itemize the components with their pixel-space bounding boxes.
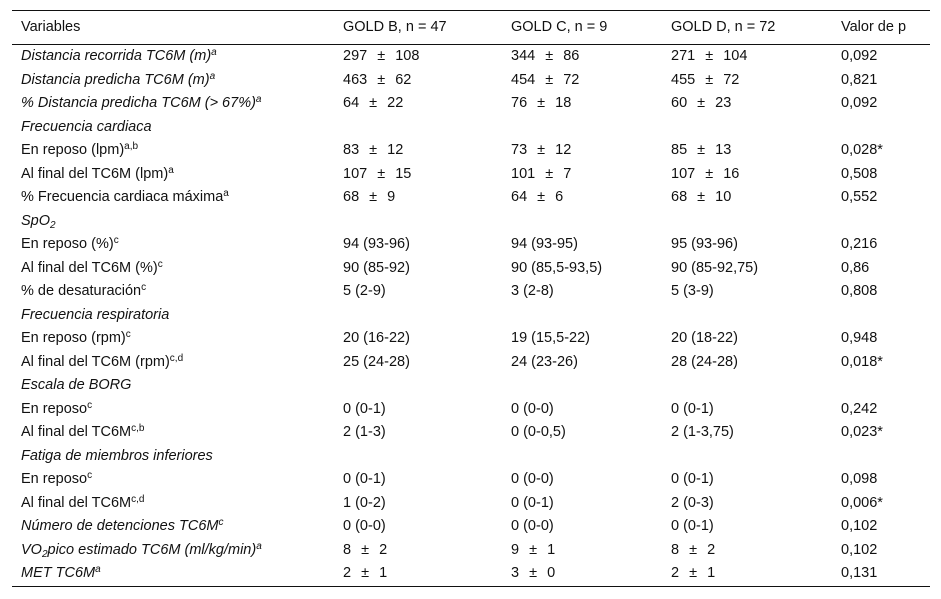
row-label-footnote: c bbox=[87, 470, 93, 481]
plus-minus-sign: ± bbox=[697, 95, 706, 111]
median-range-value: 0 (0-1) bbox=[511, 494, 554, 511]
sd-value: 1 bbox=[547, 541, 556, 558]
cell-gold-c bbox=[502, 562, 662, 586]
cell-gold-c bbox=[502, 398, 662, 422]
median-range-value: 0 (0-1) bbox=[343, 400, 386, 417]
cell-gold-d bbox=[662, 539, 832, 563]
cell-gold-c bbox=[502, 374, 662, 398]
row-label bbox=[12, 398, 334, 422]
table-row bbox=[12, 233, 930, 257]
cell-p-value bbox=[832, 304, 930, 328]
table-row bbox=[12, 398, 930, 422]
row-label-text: % Frecuencia cardiaca máxima bbox=[21, 189, 224, 205]
sd-value: 86 bbox=[563, 48, 580, 64]
row-label-footnote: c bbox=[113, 235, 119, 246]
median-range-value: 90 (85,5-93,5) bbox=[511, 259, 603, 276]
cell-gold-b bbox=[334, 351, 502, 375]
cell-gold-b bbox=[334, 139, 502, 163]
plus-minus-sign: ± bbox=[377, 71, 386, 88]
row-label bbox=[12, 351, 334, 375]
mean-value: 76 bbox=[511, 95, 528, 111]
plus-minus-sign: ± bbox=[537, 189, 546, 205]
header-gold-c: GOLD C, n = 9 bbox=[511, 19, 608, 35]
row-label bbox=[12, 539, 334, 563]
row-label-footnote: a bbox=[255, 94, 262, 105]
row-label-text: Al final del TC6M bbox=[21, 494, 132, 511]
table-row bbox=[12, 92, 930, 116]
table-row bbox=[12, 492, 930, 516]
sd-value: 18 bbox=[555, 95, 572, 111]
cell-gold-d bbox=[662, 327, 832, 351]
cell-gold-d bbox=[662, 186, 832, 210]
header-variables: Variables bbox=[21, 19, 81, 35]
cell-gold-c bbox=[502, 351, 662, 375]
table-row bbox=[12, 445, 930, 469]
row-label-text: Frecuencia cardiaca bbox=[21, 118, 152, 135]
table-row bbox=[12, 515, 930, 539]
mean-value: 107 bbox=[343, 165, 368, 182]
table-header bbox=[12, 11, 930, 45]
cell-gold-b bbox=[334, 374, 502, 398]
row-label-footnote: c bbox=[141, 282, 147, 293]
plus-minus-sign: ± bbox=[369, 95, 378, 111]
row-label-footnote: a bbox=[168, 164, 174, 176]
cell-p-value: 0,242 bbox=[841, 400, 878, 417]
mean-value: 64 bbox=[343, 95, 360, 111]
plus-minus-sign: ± bbox=[377, 48, 386, 64]
sd-value: 62 bbox=[395, 71, 412, 88]
cell-gold-d bbox=[662, 351, 832, 375]
cell-gold-d bbox=[662, 492, 832, 516]
plus-minus-sign: ± bbox=[705, 71, 714, 88]
row-label bbox=[12, 116, 334, 140]
table-row bbox=[12, 257, 930, 281]
plus-minus-sign: ± bbox=[537, 95, 546, 111]
cell-gold-d bbox=[662, 304, 832, 328]
row-label-text: Distancia recorrida TC6M (m) bbox=[21, 48, 212, 64]
cell-gold-c bbox=[502, 45, 662, 69]
cell-gold-c bbox=[502, 304, 662, 328]
row-label-text: En reposo bbox=[21, 400, 88, 417]
cell-gold-d bbox=[662, 163, 832, 187]
row-label-footnote: c,d bbox=[131, 493, 145, 505]
plus-minus-sign: ± bbox=[361, 541, 370, 558]
row-label-footnote: c bbox=[218, 517, 224, 528]
row-label bbox=[12, 163, 334, 187]
table-body bbox=[12, 45, 930, 587]
median-range-value: 25 (24-28) bbox=[343, 353, 410, 370]
plus-minus-sign: ± bbox=[705, 165, 714, 182]
sd-value: 22 bbox=[387, 95, 404, 111]
row-label-text: Al final del TC6M bbox=[21, 424, 132, 440]
cell-gold-c bbox=[502, 539, 662, 563]
plus-minus-sign: ± bbox=[689, 541, 698, 558]
cell-gold-c bbox=[502, 421, 662, 445]
plus-minus-sign: ± bbox=[545, 165, 554, 182]
cell-p-value: 0,948 bbox=[841, 330, 878, 346]
cell-p-value: 0,86 bbox=[841, 259, 870, 276]
median-range-value: 5 (2-9) bbox=[343, 283, 386, 299]
sd-value: 23 bbox=[715, 95, 732, 111]
cell-gold-d bbox=[662, 233, 832, 257]
row-label bbox=[12, 468, 334, 492]
header-row bbox=[12, 11, 930, 45]
row-label bbox=[12, 186, 334, 210]
row-label-text: Al final del TC6M (lpm) bbox=[21, 165, 169, 182]
plus-minus-sign: ± bbox=[369, 189, 378, 205]
plus-minus-sign: ± bbox=[361, 565, 370, 581]
row-label-footnote: c,d bbox=[169, 352, 184, 364]
median-range-value: 2 (1-3,75) bbox=[671, 424, 734, 440]
table-row bbox=[12, 539, 930, 563]
sd-value: 108 bbox=[395, 48, 420, 64]
median-range-value: 90 (85-92) bbox=[343, 259, 410, 276]
mean-value: 2 bbox=[343, 565, 352, 581]
cell-p-value bbox=[832, 374, 930, 398]
median-range-value: 2 (0-3) bbox=[671, 494, 714, 511]
median-range-value: 0 (0-0) bbox=[511, 518, 554, 534]
mean-value: 3 bbox=[511, 565, 520, 581]
row-label bbox=[12, 374, 334, 398]
plus-minus-sign: ± bbox=[705, 48, 714, 64]
cell-gold-c bbox=[502, 139, 662, 163]
sd-value: 1 bbox=[379, 565, 388, 581]
median-range-value: 94 (93-96) bbox=[343, 236, 410, 252]
mean-value: 101 bbox=[511, 165, 536, 182]
table-row bbox=[12, 186, 930, 210]
row-label-text: Frecuencia respiratoria bbox=[21, 306, 170, 323]
table-row bbox=[12, 163, 930, 187]
median-range-value: 3 (2-8) bbox=[511, 283, 554, 299]
median-range-value: 0 (0-0) bbox=[343, 518, 386, 534]
sd-value: 7 bbox=[563, 165, 572, 182]
cell-gold-b bbox=[334, 398, 502, 422]
cell-gold-b bbox=[334, 304, 502, 328]
row-label-text: En reposo bbox=[21, 471, 88, 487]
cell-gold-d bbox=[662, 45, 832, 69]
sd-value: 72 bbox=[563, 71, 580, 88]
cell-p-value: 0,018* bbox=[841, 353, 883, 370]
median-range-value: 0 (0-1) bbox=[671, 471, 714, 487]
cell-gold-c bbox=[502, 186, 662, 210]
plus-minus-sign: ± bbox=[697, 142, 706, 158]
mean-value: 2 bbox=[671, 565, 680, 581]
row-label-text: Fatiga de miembros inferiores bbox=[21, 447, 213, 464]
mean-value: 8 bbox=[671, 541, 680, 558]
cell-gold-c bbox=[502, 69, 662, 93]
sd-value: 16 bbox=[723, 165, 740, 182]
cell-gold-b bbox=[334, 257, 502, 281]
row-label-footnote: a bbox=[256, 540, 262, 552]
cell-gold-c bbox=[502, 116, 662, 140]
row-label-text: VO bbox=[21, 541, 42, 558]
cell-gold-c bbox=[502, 280, 662, 304]
row-label-text: SpO bbox=[21, 212, 51, 229]
row-label bbox=[12, 45, 334, 69]
row-label-footnote: c bbox=[87, 399, 93, 411]
mean-value: 455 bbox=[671, 71, 696, 88]
cell-p-value: 0,508 bbox=[841, 165, 878, 182]
mean-value: 9 bbox=[511, 541, 520, 558]
sd-value: 0 bbox=[547, 565, 556, 581]
row-label bbox=[12, 492, 334, 516]
mean-value: 68 bbox=[671, 189, 688, 205]
median-range-value: 0 (0-1) bbox=[343, 471, 386, 487]
cell-gold-c bbox=[502, 515, 662, 539]
table-row bbox=[12, 327, 930, 351]
cell-gold-d bbox=[662, 139, 832, 163]
row-label bbox=[12, 445, 334, 469]
mean-value: 454 bbox=[511, 71, 536, 88]
median-range-value: 0 (0-1) bbox=[671, 400, 714, 417]
cell-gold-c bbox=[502, 257, 662, 281]
cell-gold-c bbox=[502, 445, 662, 469]
cell-p-value: 0,028* bbox=[841, 142, 883, 158]
cell-p-value: 0,131 bbox=[841, 565, 878, 581]
median-range-value: 0 (0-0) bbox=[511, 471, 554, 487]
row-label-footnote: c,b bbox=[131, 423, 145, 434]
row-label bbox=[12, 69, 334, 93]
median-range-value: 5 (3-9) bbox=[671, 283, 714, 299]
cell-gold-b bbox=[334, 492, 502, 516]
table-row bbox=[12, 304, 930, 328]
sd-value: 72 bbox=[723, 71, 740, 88]
table-row bbox=[12, 280, 930, 304]
mean-value: 344 bbox=[511, 48, 536, 64]
cell-gold-b bbox=[334, 186, 502, 210]
row-label bbox=[12, 562, 334, 586]
row-label-text: En reposo (lpm) bbox=[21, 142, 125, 158]
cell-gold-d bbox=[662, 210, 832, 234]
cell-gold-b bbox=[334, 421, 502, 445]
cell-p-value bbox=[832, 210, 930, 234]
cell-gold-c bbox=[502, 210, 662, 234]
mean-value: 463 bbox=[343, 71, 368, 88]
cell-gold-d bbox=[662, 69, 832, 93]
row-label-text: Al final del TC6M (%) bbox=[21, 259, 158, 276]
results-table bbox=[12, 10, 930, 587]
median-range-value: 90 (85-92,75) bbox=[671, 259, 759, 276]
cell-p-value: 0,092 bbox=[841, 48, 878, 64]
cell-gold-c bbox=[502, 327, 662, 351]
row-label-text: Distancia predicha TC6M (m) bbox=[21, 71, 210, 88]
cell-gold-b bbox=[334, 539, 502, 563]
cell-gold-d bbox=[662, 421, 832, 445]
row-label-text: Número de detenciones TC6M bbox=[21, 518, 219, 534]
row-label bbox=[12, 421, 334, 445]
row-label-subscript: 2 bbox=[50, 219, 56, 231]
row-label bbox=[12, 257, 334, 281]
median-range-value: 0 (0-0,5) bbox=[511, 424, 566, 440]
median-range-value: 28 (24-28) bbox=[671, 353, 738, 370]
plus-minus-sign: ± bbox=[529, 541, 538, 558]
row-label-text: En reposo (rpm) bbox=[21, 330, 126, 346]
cell-p-value: 0,216 bbox=[841, 236, 878, 252]
cell-gold-b bbox=[334, 69, 502, 93]
median-range-value: 24 (23-26) bbox=[511, 353, 578, 370]
mean-value: 85 bbox=[671, 142, 688, 158]
median-range-value: 19 (15,5-22) bbox=[511, 330, 590, 346]
sd-value: 104 bbox=[723, 48, 748, 64]
sd-value: 12 bbox=[387, 142, 404, 158]
sd-value: 1 bbox=[707, 565, 716, 581]
plus-minus-sign: ± bbox=[377, 165, 386, 182]
cell-gold-d bbox=[662, 92, 832, 116]
sd-value: 2 bbox=[379, 541, 388, 558]
cell-gold-d bbox=[662, 398, 832, 422]
cell-gold-d bbox=[662, 280, 832, 304]
cell-p-value: 0,552 bbox=[841, 189, 878, 205]
table-row bbox=[12, 116, 930, 140]
row-label-text-cont: pico estimado TC6M (ml/kg/min) bbox=[47, 541, 257, 558]
plus-minus-sign: ± bbox=[689, 565, 698, 581]
plus-minus-sign: ± bbox=[545, 48, 554, 64]
cell-gold-c bbox=[502, 163, 662, 187]
median-range-value: 20 (18-22) bbox=[671, 330, 738, 346]
mean-value: 68 bbox=[343, 189, 360, 205]
cell-gold-b bbox=[334, 210, 502, 234]
header-gold-b: GOLD B, n = 47 bbox=[343, 19, 447, 35]
plus-minus-sign: ± bbox=[369, 142, 378, 158]
cell-p-value: 0,023* bbox=[841, 424, 883, 440]
row-label-footnote: a bbox=[95, 564, 101, 575]
cell-p-value: 0,092 bbox=[841, 95, 878, 111]
table-row bbox=[12, 45, 930, 69]
row-label-footnote: a bbox=[223, 188, 229, 199]
row-label bbox=[12, 92, 334, 116]
mean-value: 297 bbox=[343, 48, 368, 64]
median-range-value: 95 (93-96) bbox=[671, 236, 738, 252]
row-label bbox=[12, 280, 334, 304]
row-label-footnote: a bbox=[209, 70, 216, 82]
cell-gold-b bbox=[334, 233, 502, 257]
cell-gold-c bbox=[502, 233, 662, 257]
mean-value: 8 bbox=[343, 541, 352, 558]
row-label-text: MET TC6M bbox=[21, 565, 96, 581]
cell-gold-d bbox=[662, 562, 832, 586]
cell-gold-d bbox=[662, 515, 832, 539]
row-label-footnote: c bbox=[125, 329, 131, 340]
table-row bbox=[12, 139, 930, 163]
cell-gold-b bbox=[334, 515, 502, 539]
cell-p-value: 0,006* bbox=[841, 494, 883, 511]
row-label bbox=[12, 327, 334, 351]
sd-value: 2 bbox=[707, 541, 716, 558]
cell-gold-c bbox=[502, 92, 662, 116]
plus-minus-sign: ± bbox=[537, 142, 546, 158]
cell-gold-d bbox=[662, 468, 832, 492]
row-label-footnote: c bbox=[157, 258, 163, 270]
row-label bbox=[12, 515, 334, 539]
row-label bbox=[12, 210, 334, 234]
mean-value: 83 bbox=[343, 142, 360, 158]
plus-minus-sign: ± bbox=[697, 189, 706, 205]
mean-value: 64 bbox=[511, 189, 528, 205]
table-row bbox=[12, 468, 930, 492]
sd-value: 13 bbox=[715, 142, 732, 158]
cell-gold-b bbox=[334, 163, 502, 187]
table-row bbox=[12, 210, 930, 234]
cell-gold-c bbox=[502, 492, 662, 516]
cell-gold-b bbox=[334, 445, 502, 469]
row-label bbox=[12, 304, 334, 328]
row-label-text: Escala de BORG bbox=[21, 377, 132, 393]
cell-p-value: 0,808 bbox=[841, 283, 878, 299]
mean-value: 107 bbox=[671, 165, 696, 182]
median-range-value: 0 (0-0) bbox=[511, 400, 554, 417]
cell-gold-b bbox=[334, 280, 502, 304]
table-row bbox=[12, 374, 930, 398]
sd-value: 9 bbox=[387, 189, 396, 205]
header-p-value: Valor de p bbox=[841, 19, 907, 35]
median-range-value: 94 (93-95) bbox=[511, 236, 578, 252]
cell-gold-b bbox=[334, 92, 502, 116]
row-label-text: % Distancia predicha TC6M (> 67%) bbox=[21, 95, 256, 111]
cell-gold-b bbox=[334, 562, 502, 586]
mean-value: 73 bbox=[511, 142, 528, 158]
cell-gold-d bbox=[662, 257, 832, 281]
mean-value: 60 bbox=[671, 95, 688, 111]
cell-gold-b bbox=[334, 116, 502, 140]
sd-value: 10 bbox=[715, 189, 732, 205]
row-label-text: Al final del TC6M (rpm) bbox=[21, 353, 170, 370]
row-label bbox=[12, 233, 334, 257]
row-label-subscript: 2 bbox=[41, 548, 48, 560]
header-gold-d: GOLD D, n = 72 bbox=[671, 19, 776, 35]
median-range-value: 1 (0-2) bbox=[343, 494, 386, 511]
row-label-text: En reposo (%) bbox=[21, 236, 114, 252]
cell-p-value bbox=[832, 445, 930, 469]
cell-p-value bbox=[832, 116, 930, 140]
cell-gold-d bbox=[662, 445, 832, 469]
cell-gold-b bbox=[334, 327, 502, 351]
median-range-value: 2 (1-3) bbox=[343, 424, 386, 440]
cell-p-value: 0,098 bbox=[841, 471, 878, 487]
cell-gold-d bbox=[662, 374, 832, 398]
table-row bbox=[12, 69, 930, 93]
mean-value: 271 bbox=[671, 48, 696, 64]
row-label-footnote: a bbox=[211, 47, 217, 58]
cell-gold-b bbox=[334, 468, 502, 492]
cell-gold-d bbox=[662, 116, 832, 140]
row-label bbox=[12, 139, 334, 163]
median-range-value: 0 (0-1) bbox=[671, 518, 714, 534]
table-row bbox=[12, 421, 930, 445]
cell-gold-c bbox=[502, 468, 662, 492]
cell-gold-b bbox=[334, 45, 502, 69]
median-range-value: 20 (16-22) bbox=[343, 330, 410, 346]
row-label-text: % de desaturación bbox=[21, 283, 142, 299]
cell-p-value: 0,102 bbox=[841, 541, 878, 558]
table-row bbox=[12, 562, 930, 586]
plus-minus-sign: ± bbox=[529, 565, 538, 581]
sd-value: 12 bbox=[555, 142, 572, 158]
table-row bbox=[12, 351, 930, 375]
sd-value: 15 bbox=[395, 165, 412, 182]
sd-value: 6 bbox=[555, 189, 564, 205]
row-label-footnote: a,b bbox=[124, 141, 139, 152]
cell-p-value: 0,102 bbox=[841, 518, 878, 534]
plus-minus-sign: ± bbox=[545, 71, 554, 88]
cell-p-value: 0,821 bbox=[841, 71, 878, 88]
